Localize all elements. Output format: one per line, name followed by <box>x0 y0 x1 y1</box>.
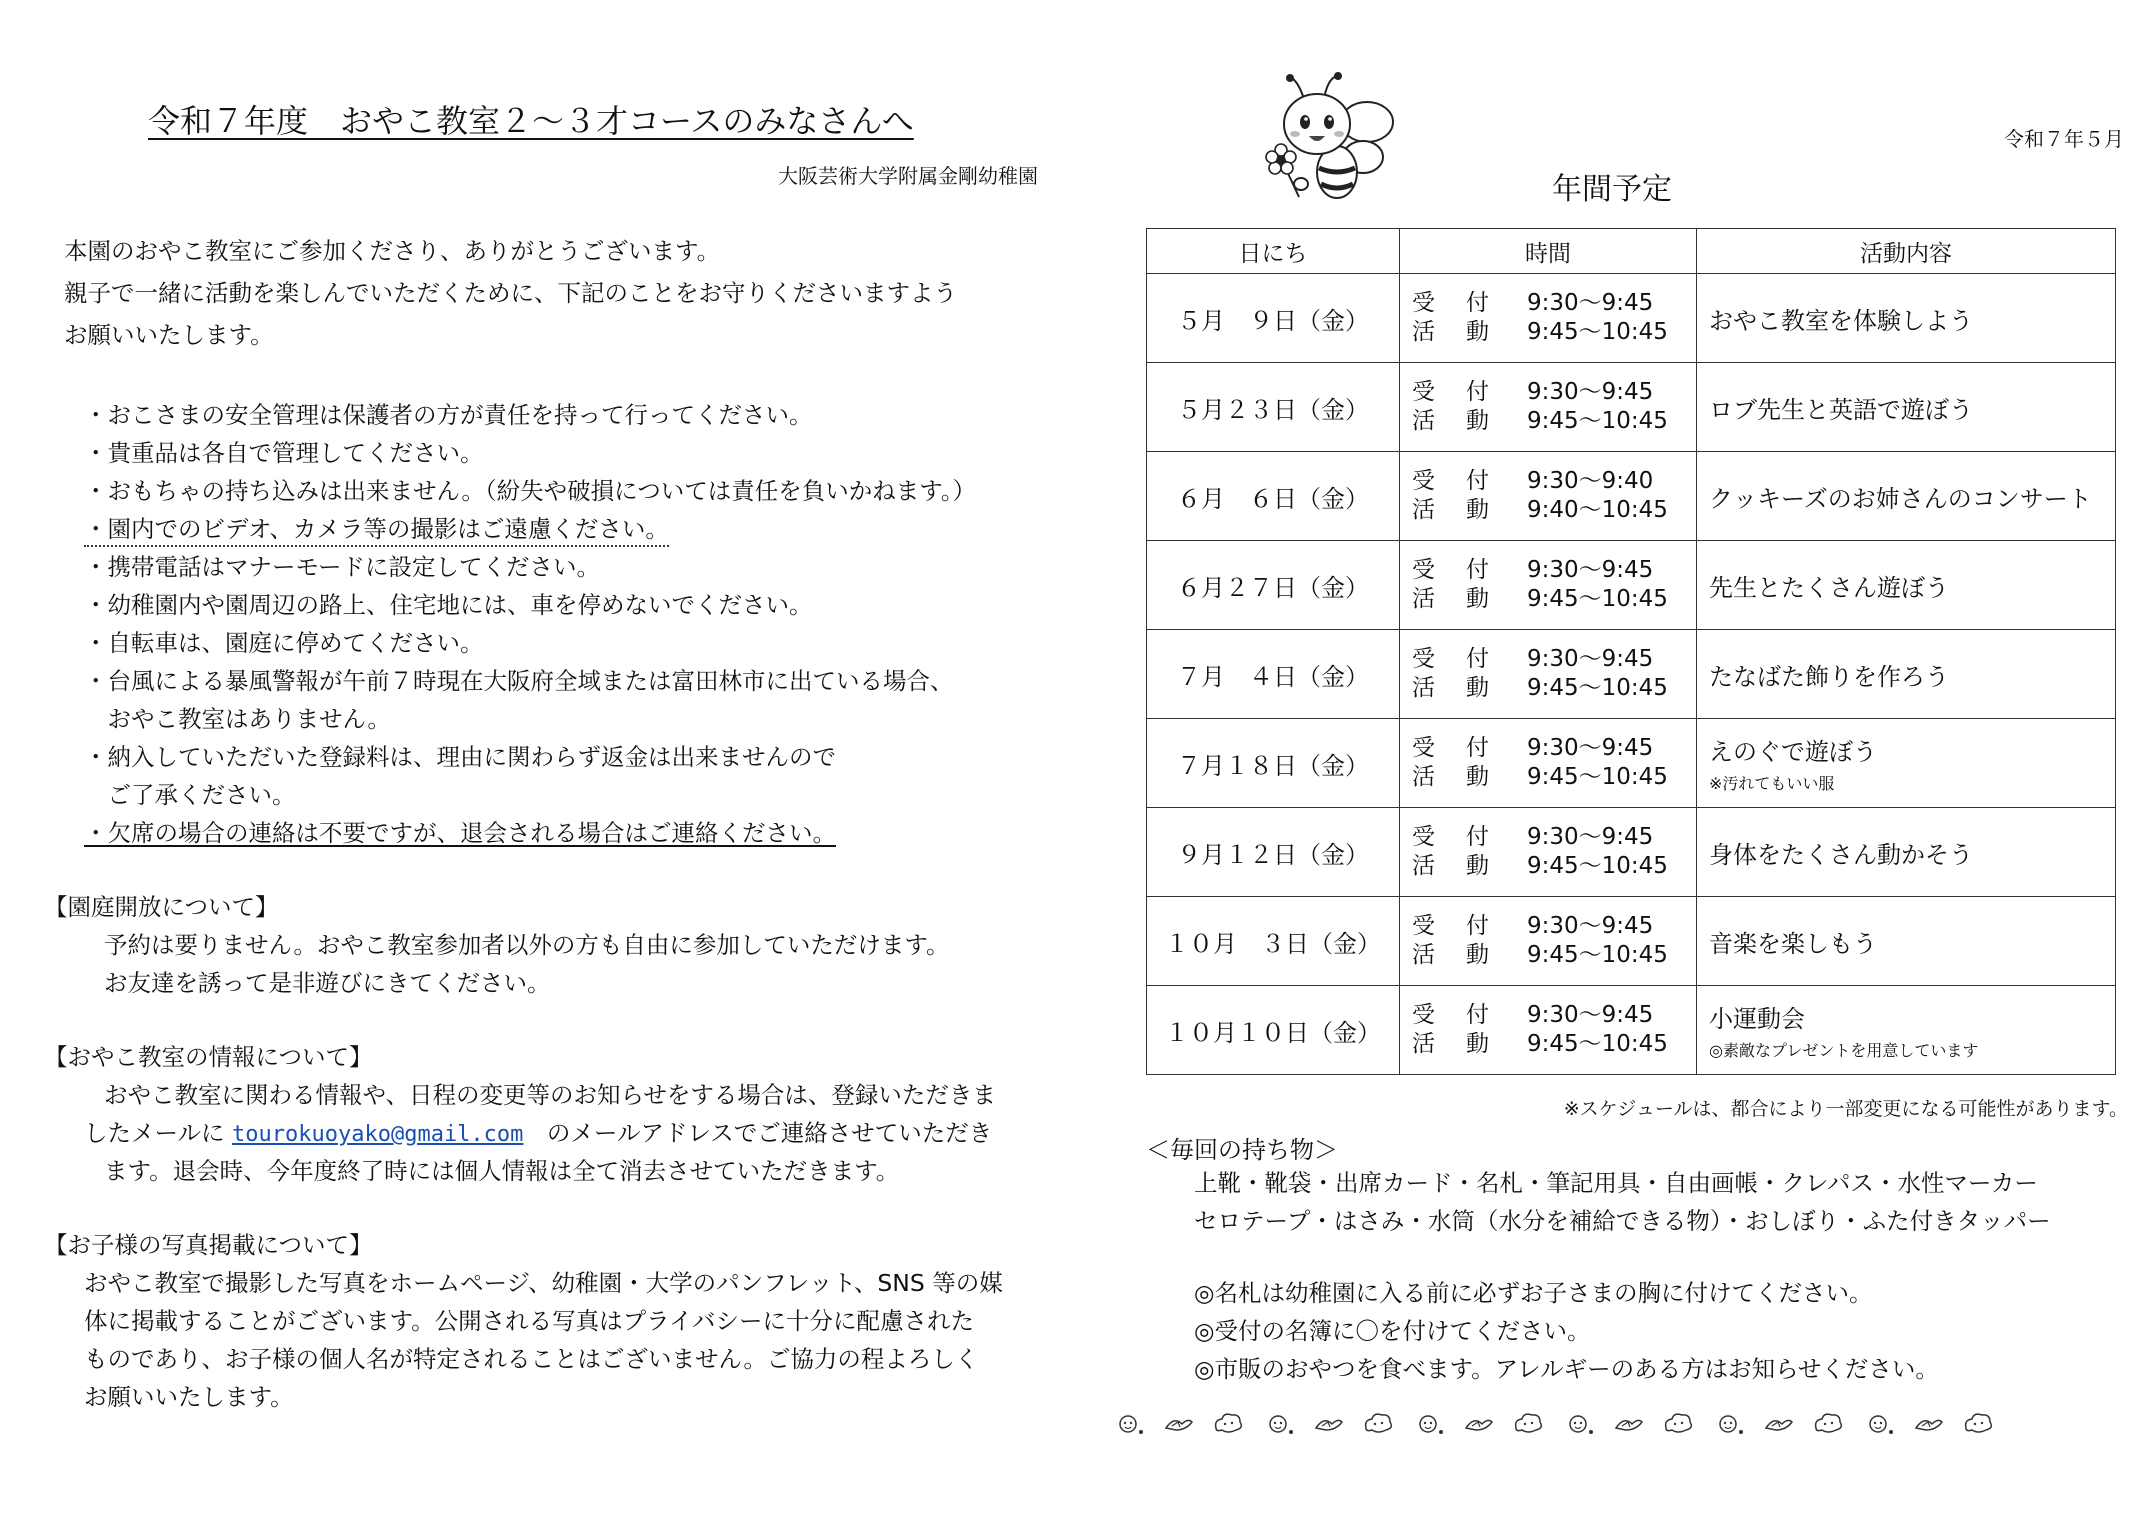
activity-time: 9:45～10:45 <box>1527 764 1668 790</box>
email-link[interactable]: tourokuoyako@gmail.com <box>232 1122 524 1147</box>
activity-time: 9:45～10:45 <box>1527 319 1668 345</box>
rule-item: ・自転車は、園庭に停めてください。 <box>84 629 484 657</box>
belongings-line: セロテープ・はさみ・水筒（水分を補給できる物）・おしぼり・ふた付きタッパー <box>1194 1207 2051 1235</box>
schedule-time <box>1400 986 1697 1075</box>
rule-item-text: ・園内でのビデオ、カメラ等の撮影はご遠慮ください。 <box>84 515 669 547</box>
schedule-time <box>1400 719 1697 808</box>
activity-label: 活 動 <box>1412 942 1493 968</box>
belongings-line: 上靴・靴袋・出席カード・名札・筆記用具・自由画帳・クレパス・水性マーカー <box>1194 1169 2038 1197</box>
activity-time: 9:45～10:45 <box>1527 408 1668 434</box>
border-motif <box>1570 1416 1593 1434</box>
info-line: おやこ教室に関わる情報や、日程の変更等のお知らせをする場合は、登録いただきま <box>104 1081 996 1109</box>
photo-line: おやこ教室で撮影した写真をホームページ、幼稚園・大学のパンフレット、SNS 等の媒 <box>84 1269 1003 1297</box>
info-line <box>84 1119 993 1147</box>
photo-line: 体に掲載することがございます。公開される写真はプライバシーに十分に配慮された <box>84 1307 974 1335</box>
schedule-time <box>1400 630 1697 719</box>
rule-item: ・おもちゃの持ち込みは出来ません。（紛失や破損については責任を負いかねます。） <box>84 477 977 505</box>
schedule-table <box>1146 228 2116 1075</box>
reception-time: 9:30～9:45 <box>1527 290 1654 316</box>
schedule-date: ９月１２日（金） <box>1147 808 1400 897</box>
reception-label: 受 付 <box>1412 557 1493 583</box>
photo-line: ものであり、お子様の個人名が特定されることはございません。ご協力の程よろしく <box>84 1345 979 1373</box>
table-row <box>1147 630 2116 719</box>
schedule-date: ７月 ４日（金） <box>1147 630 1400 719</box>
activity-label: 活 動 <box>1412 675 1493 701</box>
activity-label: 活 動 <box>1412 853 1493 879</box>
reception-time: 9:30～9:45 <box>1527 913 1654 939</box>
schedule-date: ６月 ６日（金） <box>1147 452 1400 541</box>
info-line: ます。退会時、今年度終了時には個人情報は全て消去させていただきます。 <box>104 1157 900 1185</box>
activity-time: 9:45～10:45 <box>1527 942 1668 968</box>
activity-time: 9:45～10:45 <box>1527 1031 1668 1057</box>
border-motif <box>1666 1414 1692 1432</box>
schedule-date: ６月２７日（金） <box>1147 541 1400 630</box>
info-line-suffix: のメールアドレスでご連絡させていただき <box>523 1119 993 1147</box>
schedule-body <box>1147 274 2116 1075</box>
schedule-activity <box>1697 630 2116 719</box>
photo-line: お願いいたします。 <box>84 1383 294 1411</box>
decorative-border-icon <box>1110 1404 2050 1444</box>
schedule-activity <box>1697 897 2116 986</box>
activity-time: 9:45～10:45 <box>1527 586 1668 612</box>
border-motif <box>1466 1420 1492 1430</box>
activity-time: 9:45～10:45 <box>1527 853 1668 879</box>
schedule-date: ５月２３日（金） <box>1147 363 1400 452</box>
activity-label: 活 動 <box>1412 497 1493 523</box>
border-motif <box>1916 1420 1942 1430</box>
table-header-row <box>1147 229 2116 274</box>
reception-label: 受 付 <box>1412 735 1493 761</box>
reception-label: 受 付 <box>1412 913 1493 939</box>
border-motif <box>1616 1420 1642 1430</box>
activity-title: クッキーズのお姉さんのコンサート <box>1709 484 2092 513</box>
activity-title: 音楽を楽しもう <box>1709 929 1877 958</box>
schedule-activity <box>1697 719 2116 808</box>
activity-note: ◎素敵なプレゼントを用意しています <box>1709 1041 1979 1060</box>
belongings-note: ◎市販のおやつを食べます。アレルギーのある方はお知らせください。 <box>1194 1355 1939 1383</box>
table-row <box>1147 363 2116 452</box>
reception-time: 9:30～9:45 <box>1527 646 1654 672</box>
activity-label: 活 動 <box>1412 764 1493 790</box>
reception-time: 9:30～9:45 <box>1527 735 1654 761</box>
schedule-date: １０月 ３日（金） <box>1147 897 1400 986</box>
reception-label: 受 付 <box>1412 468 1493 494</box>
border-motif <box>1516 1414 1542 1432</box>
reception-label: 受 付 <box>1412 824 1493 850</box>
border-motif <box>1270 1416 1293 1434</box>
schedule-heading: 年間予定 <box>1552 172 1672 207</box>
table-row <box>1147 274 2116 363</box>
border-motif <box>1316 1420 1342 1430</box>
table-row <box>1147 719 2116 808</box>
table-row <box>1147 986 2116 1075</box>
activity-label: 活 動 <box>1412 586 1493 612</box>
reception-time: 9:30～9:45 <box>1527 1002 1654 1028</box>
border-motif <box>1720 1416 1743 1434</box>
belongings-note: ◎受付の名簿に〇を付けてください。 <box>1194 1317 1591 1345</box>
intro-line: 本園のおやこ教室にご参加くださり、ありがとうございます。 <box>64 237 721 265</box>
activity-time: 9:40～10:45 <box>1527 497 1668 523</box>
rule-item: ・台風による暴風警報が午前７時現在大阪府全域または富田林市に出ている場合、 <box>84 667 954 695</box>
rule-item: ・貴重品は各自で管理してください。 <box>84 439 484 467</box>
column-header-activity: 活動内容 <box>1697 229 2116 274</box>
rule-item: ・納入していただいた登録料は、理由に関わらず返金は出来ませんので <box>84 743 836 771</box>
reception-time: 9:30～9:40 <box>1527 468 1654 494</box>
intro-line: お願いいたします。 <box>64 321 274 349</box>
garden-line: お友達を誘って是非遊びにきてください。 <box>104 969 551 997</box>
organization-name: 大阪芸術大学附属金剛幼稚園 <box>778 164 1038 188</box>
rule-item: ご了承ください。 <box>84 781 296 809</box>
schedule-date: ５月 ９日（金） <box>1147 274 1400 363</box>
table-row <box>1147 541 2116 630</box>
schedule-time <box>1400 452 1697 541</box>
column-header-time: 時間 <box>1400 229 1697 274</box>
schedule-activity <box>1697 986 2116 1075</box>
border-motif <box>1216 1414 1242 1432</box>
schedule-time <box>1400 541 1697 630</box>
garden-line: 予約は要りません。おやこ教室参加者以外の方も自由に参加していただけます。 <box>104 931 950 959</box>
activity-title: 先生とたくさん遊ぼう <box>1709 573 1949 602</box>
reception-label: 受 付 <box>1412 290 1493 316</box>
reception-label: 受 付 <box>1412 1002 1493 1028</box>
rule-item <box>84 819 836 847</box>
border-motif <box>1120 1416 1143 1434</box>
schedule-date: ７月１８日（金） <box>1147 719 1400 808</box>
border-motif <box>1870 1416 1893 1434</box>
activity-label: 活 動 <box>1412 1031 1493 1057</box>
rule-item: ・おこさまの安全管理は保護者の方が責任を持って行ってください。 <box>84 401 813 429</box>
activity-label: 活 動 <box>1412 408 1493 434</box>
table-row <box>1147 897 2116 986</box>
reception-label: 受 付 <box>1412 646 1493 672</box>
schedule-activity <box>1697 541 2116 630</box>
activity-title: えのぐで遊ぼう <box>1709 738 1877 766</box>
border-motif <box>1966 1414 1992 1432</box>
activity-title: たなばた飾りを作ろう <box>1709 662 1949 691</box>
reception-time: 9:30～9:45 <box>1527 557 1654 583</box>
issue-date: 令和７年５月 <box>2004 127 2124 151</box>
schedule-time <box>1400 363 1697 452</box>
activity-title: 小運動会 <box>1709 1005 1805 1033</box>
schedule-time <box>1400 808 1697 897</box>
activity-title: 身体をたくさん動かそう <box>1709 840 1973 869</box>
belongings-heading: ＜毎回の持ち物＞ <box>1146 1136 1338 1164</box>
schedule-activity <box>1697 274 2116 363</box>
schedule-activity <box>1697 808 2116 897</box>
schedule-date: １０月１０日（金） <box>1147 986 1400 1075</box>
info-heading: 【おやこ教室の情報について】 <box>44 1043 373 1071</box>
column-header-date: 日にち <box>1147 229 1400 274</box>
schedule-activity <box>1697 452 2116 541</box>
activity-title: おやこ教室を体験しよう <box>1709 306 1973 335</box>
info-line-prefix: したメールに <box>84 1119 225 1147</box>
schedule-time <box>1400 897 1697 986</box>
schedule-time <box>1400 274 1697 363</box>
rule-item <box>84 515 669 543</box>
border-motif <box>1420 1416 1443 1434</box>
rule-item: ・携帯電話はマナーモードに設定してください。 <box>84 553 601 581</box>
page-title: 令和７年度 おやこ教室２～３才コースのみなさんへ <box>148 102 914 140</box>
photo-heading: 【お子様の写真掲載について】 <box>44 1231 373 1259</box>
bee-mascot-icon <box>1255 72 1405 212</box>
border-motif <box>1816 1414 1842 1432</box>
schedule-footnote: ※スケジュールは、都合により一部変更になる可能性があります。 <box>1563 1098 2128 1120</box>
belongings-note: ◎名札は幼稚園に入る前に必ずお子さまの胸に付けてください。 <box>1194 1279 1873 1307</box>
schedule-activity <box>1697 363 2116 452</box>
table-row <box>1147 452 2116 541</box>
reception-time: 9:30～9:45 <box>1527 379 1654 405</box>
rule-item-text: ・欠席の場合の連絡は不要ですが、退会される場合はご連絡ください。 <box>84 819 836 847</box>
garden-heading: 【園庭開放について】 <box>44 893 279 921</box>
intro-line: 親子で一緒に活動を楽しんでいただくために、下記のことをお守りくださいますよう <box>64 279 957 307</box>
rule-item: おやこ教室はありません。 <box>84 705 391 733</box>
border-motif <box>1366 1414 1392 1432</box>
reception-label: 受 付 <box>1412 379 1493 405</box>
activity-label: 活 動 <box>1412 319 1493 345</box>
rule-item: ・幼稚園内や園周辺の路上、住宅地には、車を停めないでください。 <box>84 591 813 619</box>
activity-time: 9:45～10:45 <box>1527 675 1668 701</box>
activity-note: ※汚れてもいい服 <box>1709 774 1835 793</box>
reception-time: 9:30～9:45 <box>1527 824 1654 850</box>
border-motif <box>1166 1420 1192 1430</box>
table-row <box>1147 808 2116 897</box>
activity-title: ロブ先生と英語で遊ぼう <box>1709 395 1973 424</box>
border-motif <box>1766 1420 1792 1430</box>
